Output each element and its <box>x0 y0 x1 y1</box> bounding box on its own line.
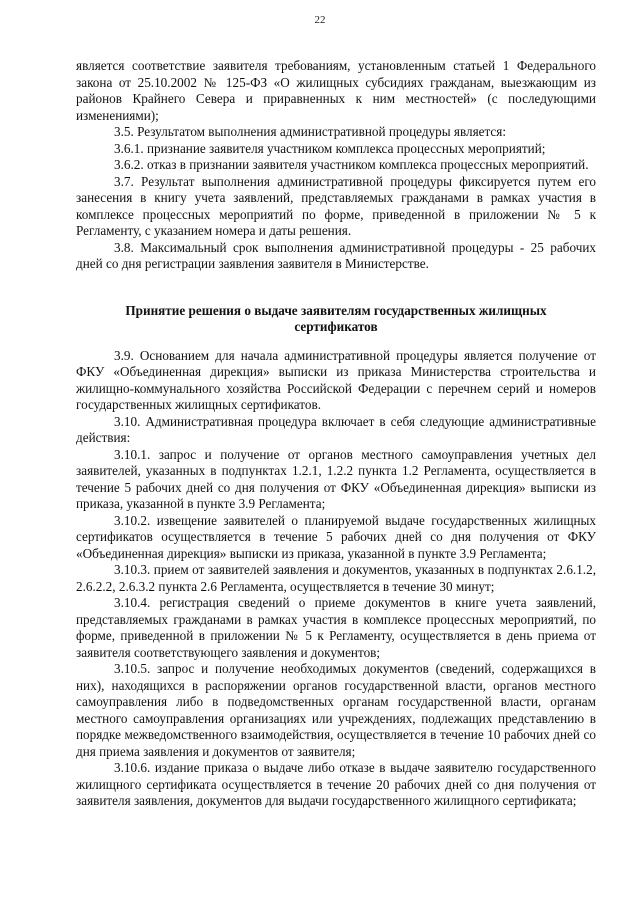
paragraph: 3.5. Результатом выполнения административной процедуры является: <box>114 124 507 139</box>
paragraph: 3.8. Максимальный срок выполнения административной процедуры - 25 рабочих дней со дня регистрации заявления заявителя в Министерстве. <box>76 239 596 271</box>
paragraph: 3.10. Административная процедура включает в себя следующие административные действия: <box>76 413 596 445</box>
paragraph: 3.6.1. признание заявителя участником комплекса процессных мероприятий; <box>114 140 546 156</box>
paragraph: 3.9. Основанием для начала административной процедуры является получение от ФКУ «Объединенная дирекция» выписки из приказа Министерства строительства и жилищно-коммунального хозяйства Российской Федерации с перечнем серий и номеров государственных жилищных сертификатов. <box>76 347 596 412</box>
paragraph: 3.10.4. регистрация сведений о приеме документов в книге учета заявлений, представляемых гражданами в рамках участия в комплексе процессных мероприятий, по форме, приведенной в приложении № 5 к Регламенту, осуществляется в день приема от заявителя соответствующего заявления и документов; <box>76 595 596 660</box>
paragraph: 3.6.2. отказ в признании заявителя участником комплекса процессных мероприятий. <box>114 157 589 172</box>
page-number: 22 <box>314 14 326 26</box>
paragraph: 3.10.6. издание приказа о выдаче либо отказе в выдаче заявителю государственного жилищного сертификата осуществляется в течение 20 рабочих дней со дня получения от заявителя заявления, документов для выдачи государственного жилищного сертификата; <box>76 760 596 808</box>
section-before-heading <box>76 58 596 273</box>
document-body <box>76 58 596 810</box>
paragraph: является соответствие заявителя требованиям, установленным статьей 1 Федерального закона от 25.10.2002 № 125-ФЗ «О жилищных субсидиях гражданам, выезжающим из районов Крайнего Севера и приравненных к ним местностей» (с последующими изменениями); <box>76 58 596 123</box>
paragraph: 3.7. Результат выполнения административной процедуры фиксируется путем его занесения в книгу учета заявлений, представляемых гражданами в рамках участия в комплексе процессных мероприятий по форме, приведенной в приложении № 5 к Регламенту, с указанием номера и даты решения. <box>76 173 596 238</box>
paragraph: 3.10.5. запрос и получение необходимых документов (сведений, содержащихся в них), находящихся в распоряжении органов государственной власти, органов местного самоуправления либо в подведомственных органам государственной власти, органам местного самоуправления организациях или учреждениях, подлежащих представлению в порядке межведомственного взаимодействия, осуществляется в течение 10 рабочих дней со дня приема заявления и документов от заявителя; <box>76 661 596 759</box>
section-heading: Принятие решения о выдаче заявителям государственных жилищных сертификатов <box>125 302 547 334</box>
paragraph: 3.10.1. запрос и получение от органов местного самоуправления учетных дел заявителей, указанных в подпунктах 1.2.1, 1.2.2 пункта 1.2 Регламента, осуществляется в течение 5 рабочих дней со дня получения от ФКУ «Объединенная дирекция» выписки из приказа, указанной в пункте 3.9 Регламента; <box>76 446 596 511</box>
section-after-heading <box>76 348 596 810</box>
paragraph: 3.10.2. извещение заявителей о планируемой выдаче государственных жилищных сертификатов осуществляется в течение 5 рабочих дней со дня получения от ФКУ «Объединенная дирекция» выписки из приказа, указанной в пункте 3.9 Регламента; <box>76 512 596 561</box>
paragraph: 3.10.3. прием от заявителей заявления и документов, указанных в подпунктах 2.6.1.2, 2.6.2.2, 2.6.3.2 пункта 2.6 Регламента, осуществляется в течение 30 минут; <box>76 562 596 594</box>
